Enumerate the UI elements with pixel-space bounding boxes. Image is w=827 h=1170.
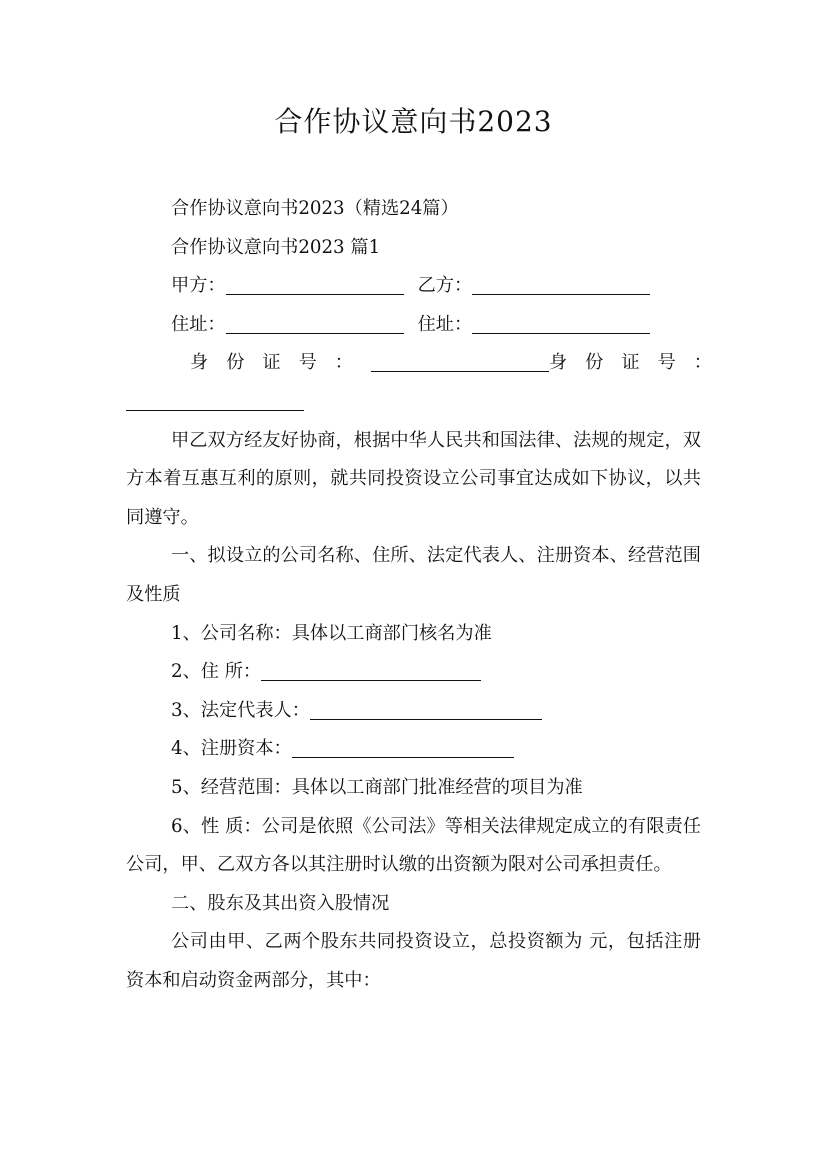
address-b-label: 住址： (417, 313, 473, 335)
section-heading: 合作协议意向书2023 篇1 (171, 236, 381, 258)
id-a-blank (371, 349, 549, 372)
investment-paragraph: 公司由甲、乙两个股东共同投资设立，总投资额为 元，包括注册资本和启动资金两部分，其中： (126, 931, 701, 991)
party-a-blank (226, 272, 404, 295)
address-a-blank (226, 311, 404, 334)
section-one-heading: 一、拟设立的公司名称、住所、法定代表人、注册资本、经营范围及性质 (126, 545, 701, 605)
party-a-label: 甲方： (171, 275, 226, 297)
id-a-label: 身份证号： (190, 352, 371, 374)
item-address-label: 2、住 所： (171, 661, 262, 683)
item-address (126, 653, 701, 692)
id-b-row (126, 383, 701, 422)
item-capital (126, 730, 701, 769)
id-b-blank (126, 388, 304, 411)
item-legal-rep (126, 692, 701, 731)
id-number-row (126, 344, 730, 383)
item-nature: 6、性 质：公司是依照《公司法》等相关法律规定成立的有限责任公司，甲、乙双方各以其注册时认缴的出资额为限对公司承担责任。 (126, 815, 701, 876)
id-b-label: 身份证号： (548, 352, 730, 374)
item-company-name: 1、公司名称：具体以工商部门核名为准 (171, 622, 492, 644)
item-legal-rep-label: 3、法定代表人： (171, 699, 310, 721)
party-b-label: 乙方： (417, 275, 473, 297)
address-row (126, 306, 701, 345)
intro-paragraph: 甲乙双方经友好协商，根据中华人民共和国法律、法规的规定，双方本着互惠互利的原则，就共同投资设立公司事宜达成如下协议，以共同遵守。 (126, 429, 701, 528)
document-title: 合作协议意向书2023 (274, 105, 553, 138)
party-b-blank (472, 272, 650, 295)
item-capital-label: 4、注册资本： (171, 738, 292, 760)
party-row (126, 267, 701, 306)
document-body (126, 190, 730, 1000)
address-a-label: 住址： (171, 313, 226, 335)
item-legal-rep-blank (310, 697, 542, 720)
item-address-blank (261, 658, 481, 681)
address-b-blank (472, 311, 650, 334)
section-two-heading: 二、股东及其出资入股情况 (171, 892, 390, 914)
subtitle-line: 合作协议意向书2023（精选24篇） (171, 198, 459, 219)
item-capital-blank (292, 735, 514, 758)
item-business-scope: 5、经营范围：具体以工商部门批准经营的项目为准 (171, 776, 583, 798)
